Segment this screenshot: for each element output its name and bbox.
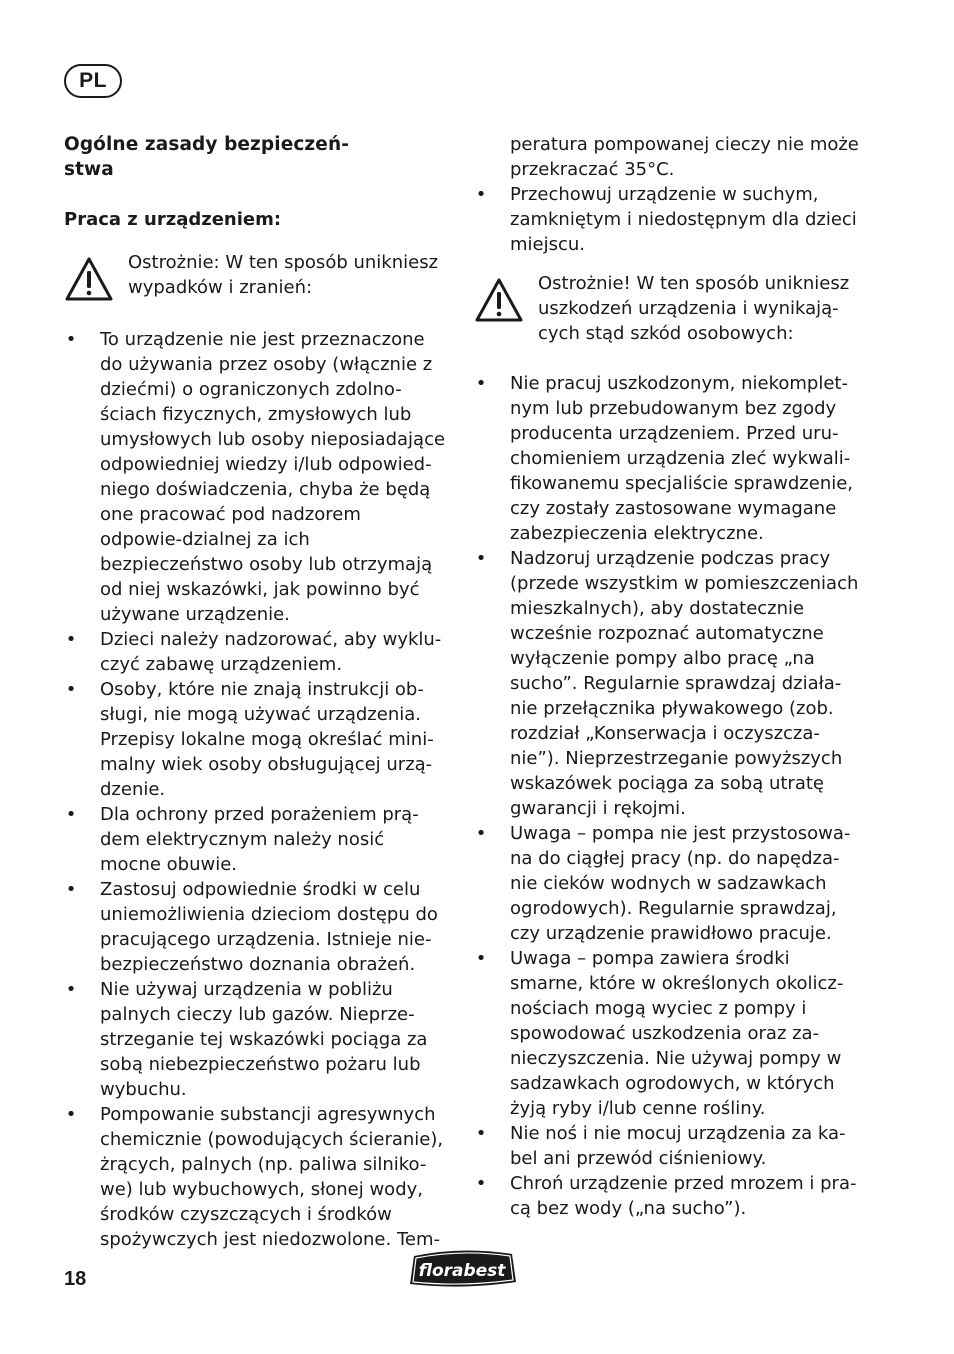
bullet-icon: • xyxy=(475,548,487,569)
list-item-text: Osoby, które nie znają instrukcji ob-sługi, nie mogą używać urządzenia. Przepisy lokalne mogą określać mini-malny wiek osoby obsługującej urzą-dzenie. xyxy=(100,679,434,800)
list-item-text: Nie pracuj uszkodzonym, niekomplet-nym lub przebudowanym bez zgody producenta urządzeniem. Przed uru-chomieniem urządzenia zleć wykwali-fikowanemu specjaliście sprawdzenie, czy zostały zastosowane wymagane zabezpieczenia elektryczne. xyxy=(510,373,854,544)
bullet-icon: • xyxy=(65,329,77,350)
right-column xyxy=(474,130,860,1221)
list-item xyxy=(64,1102,448,1252)
list-item-text: Uwaga – pompa zawiera środki smarne, które w określonych okolicz-nościach mogą wyciec z pompy i spowodować uszkodzenia oraz za-nieczyszczenia. Nie używaj pompy w sadzawkach ogrodowych, w których żyją ryby i/lub cenne rośliny. xyxy=(510,948,844,1119)
list-item-text: Nadzoruj urządzenie podczas pracy (przede wszystkim w pomieszczeniach mieszkalnych), aby dostatecznie wcześnie rozpoznać automatyczne wyłączenie pompy albo pracę „na sucho”. Regularnie sprawdzaj działa-nie przełącznika pływakowego (zob. rozdział „Konserwacja i oczyszcza-nie”). Nieprzestrzeganie powyższych wskazówek pociąga za sobą utratę gwarancji i rękojmi. xyxy=(510,548,859,819)
bullet-icon: • xyxy=(65,679,77,700)
section-heading xyxy=(64,132,448,182)
warning-triangle-icon xyxy=(474,277,524,323)
left-column xyxy=(64,130,448,1252)
list-item xyxy=(474,182,860,257)
list-item xyxy=(64,977,448,1102)
list-item-text: Dzieci należy nadzorować, aby wyklu-czyć zabawę urządzeniem. xyxy=(100,629,442,675)
bullet-icon: • xyxy=(475,373,487,394)
language-badge xyxy=(64,64,122,98)
bullet-icon: • xyxy=(65,879,77,900)
safety-list-left xyxy=(64,327,448,1252)
list-item-text: To urządzenie nie jest przeznaczone do używania przez osoby (włącznie z dziećmi) o ograniczonych zdolno-ściach fizycznych, zmysłowych lub umysłowych lub osoby nieposiadające odpowiedniej wiedzy i/lub odpowied-niego doświadczenia, chyba że będą one pracować pod nadzorem odpowie-dzialnej za ich bezpieczeństwo osoby lub otrzymają od niej wskazówki, jak powinno być używane urządzenie. xyxy=(100,329,446,625)
list-item xyxy=(64,627,448,677)
warning-triangle-icon xyxy=(64,256,114,302)
list-item-text: Nie używaj urządzenia w pobliżu palnych cieczy lub gazów. Nieprze-strzeganie tej wskazówki pociąga za sobą niebezpieczeństwo pożaru lub wybuchu. xyxy=(100,979,428,1100)
warning-notice-damage xyxy=(474,271,860,346)
subsection-heading: Praca z urządzeniem: xyxy=(64,209,282,230)
warning-notice-accidents xyxy=(64,250,448,302)
list-item xyxy=(64,877,448,977)
list-item xyxy=(474,371,860,546)
bullet-icon: • xyxy=(475,948,487,969)
warning-text: Ostrożnie: W ten sposób unikniesz wypadków i zranień: xyxy=(128,252,439,298)
bullet-icon: • xyxy=(475,184,487,205)
bullet-icon: • xyxy=(65,1104,77,1125)
list-item xyxy=(474,546,860,821)
list-item xyxy=(474,1121,860,1171)
list-item-text: Pompowanie substancji agresywnych chemicznie (powodujących ścieranie), żrących, palnych (np. paliwa silniko-we) lub wybuchowych, słonej wody, środków czyszczących i środków spożywczych jest niedozwolone. Tem- xyxy=(100,1104,444,1250)
list-item xyxy=(64,802,448,877)
continued-text: peratura pompowanej cieczy nie może przekraczać 35°C. xyxy=(510,134,859,180)
list-item-text: Chroń urządzenie przed mrozem i pra-cą bez wody („na sucho”). xyxy=(510,1173,857,1219)
section-heading-text: Ogólne zasady bezpieczeń- stwa xyxy=(64,134,349,180)
bullet-icon: • xyxy=(475,823,487,844)
warning-text: Ostrożnie! W ten sposób unikniesz uszkodzeń urządzenia i wynikają-cych stąd szkód osobowych: xyxy=(538,273,850,344)
list-item xyxy=(474,1171,860,1221)
list-item-text: Nie noś i nie mocuj urządzenia za ka-bel ani przewód ciśnieniowy. xyxy=(510,1123,846,1169)
list-item xyxy=(64,677,448,802)
list-item xyxy=(474,821,860,946)
bullet-icon: • xyxy=(65,629,77,650)
list-item-text: Zastosuj odpowiednie środki w celu uniemożliwienia dzieciom dostępu do pracującego urządzenia. Istnieje nie-bezpieczeństwo doznania obrażeń. xyxy=(100,879,438,975)
page-number: 18 xyxy=(64,1268,87,1290)
language-code: PL xyxy=(79,69,107,92)
safety-list-right xyxy=(474,371,860,1221)
florabest-logo xyxy=(404,1244,520,1290)
list-item-text: Dla ochrony przed porażeniem prą-dem elektrycznym należy nosić mocne obuwie. xyxy=(100,804,419,875)
bullet-icon: • xyxy=(475,1123,487,1144)
list-item-text: Uwaga – pompa nie jest przystosowa-na do ciągłej pracy (np. do napędza-nie cieków wodnych w sadzawkach ogrodowych). Regularnie sprawdzaj, czy urządzenie prawidłowo pracuje. xyxy=(510,823,851,944)
list-item-text: Przechowuj urządzenie w suchym, zamkniętym i niedostępnym dla dzieci miejscu. xyxy=(510,184,857,255)
bullet-icon: • xyxy=(65,979,77,1000)
logo-text: florabest xyxy=(418,1261,506,1281)
list-item xyxy=(64,327,448,627)
list-item xyxy=(474,946,860,1121)
bullet-icon: • xyxy=(65,804,77,825)
safety-list-right-top xyxy=(474,182,860,257)
bullet-icon: • xyxy=(475,1173,487,1194)
